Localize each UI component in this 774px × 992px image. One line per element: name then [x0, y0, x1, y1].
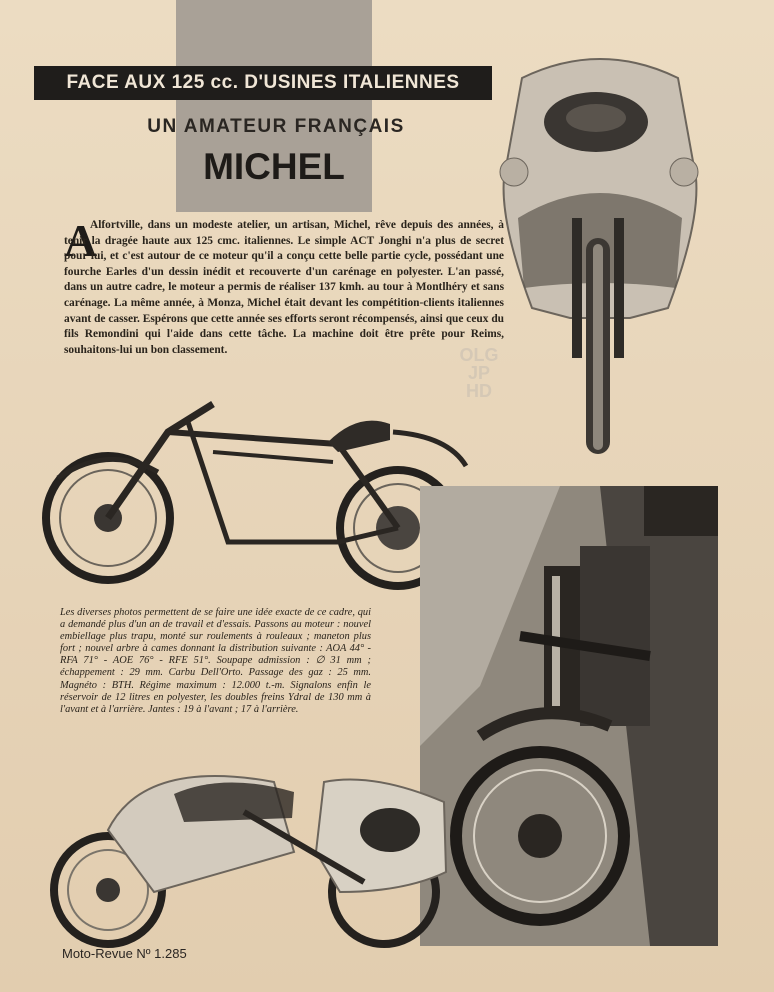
photo-bare-frame: [38, 392, 468, 592]
page-title: MICHEL: [203, 146, 345, 187]
watermark-line: JP: [467, 363, 491, 383]
drop-cap: A: [64, 215, 98, 266]
subtitle: UN AMATEUR FRANÇAIS: [147, 116, 405, 137]
footer-issue: Moto-Revue Nº 1.285: [62, 946, 187, 961]
headline-banner: FACE AUX 125 cc. D'USINES ITALIENNES: [34, 66, 492, 100]
photo-fork-closeup: [420, 486, 718, 946]
photo-caption: Les diverses photos permettent de se faire une idée exacte de ce cadre, qui a demandé plus d'un an de travail et d'essais. Passons au moteur : nouvel embiellage plus trapu, monté sur roulements à rouleaux ; maneton plus fort ; nouvel arbre à cames donnant la distribution suivante : AOA 44° - RFA 71° - AOE 76° - RFE 51°. Soupape admission : ∅ 31 mm ; échappement : 29 mm. Carbu Dell'Orto. Passage des gaz : 25 mm. Magnéto : BTH. Régime maximum : 12.000 t.-m. Signalons enfin le réservoir de 12 litres en polyester, les doubles freins Ydral de 130 mm à l'avant et à l'arrière. Jantes : 19 à l'avant ; 17 à l'arrière.: [60, 607, 371, 715]
watermark-line: HD: [466, 381, 492, 401]
watermark-line: OLG: [459, 345, 499, 365]
photo-front-fairing: [490, 48, 710, 458]
watermark: [456, 346, 502, 400]
photo-faired-side: [44, 742, 454, 950]
intro-paragraph: [64, 215, 504, 358]
intro-text: Alfortville, dans un modeste atelier, un artisan, Michel, rêve depuis des années, à tenir la dragée haute aux 125 cmc. italiennes. Le simple ACT Jonghi n'a plus de secret pour lui, et c'est autour de ce moteur qu'il a conçu cette belle partie cycle, possédant une fourche Earles d'un dessin inédit et recouverte d'un carénage en polyester. L'an passé, dans un autre cadre, le moteur a permis de réaliser 137 kmh. au tour à Montlhéry et sans carénage. La même année, à Monza, Michel était devant les compétition-clients italiennes avant de casser. Espérons que cette année ses efforts seront récompensés, ainsi que ceux du fils Remondini qui l'aide dans cette tâche. La machine doit être prête pour Reims, souhaitons-lui un bon classement.: [64, 219, 504, 356]
